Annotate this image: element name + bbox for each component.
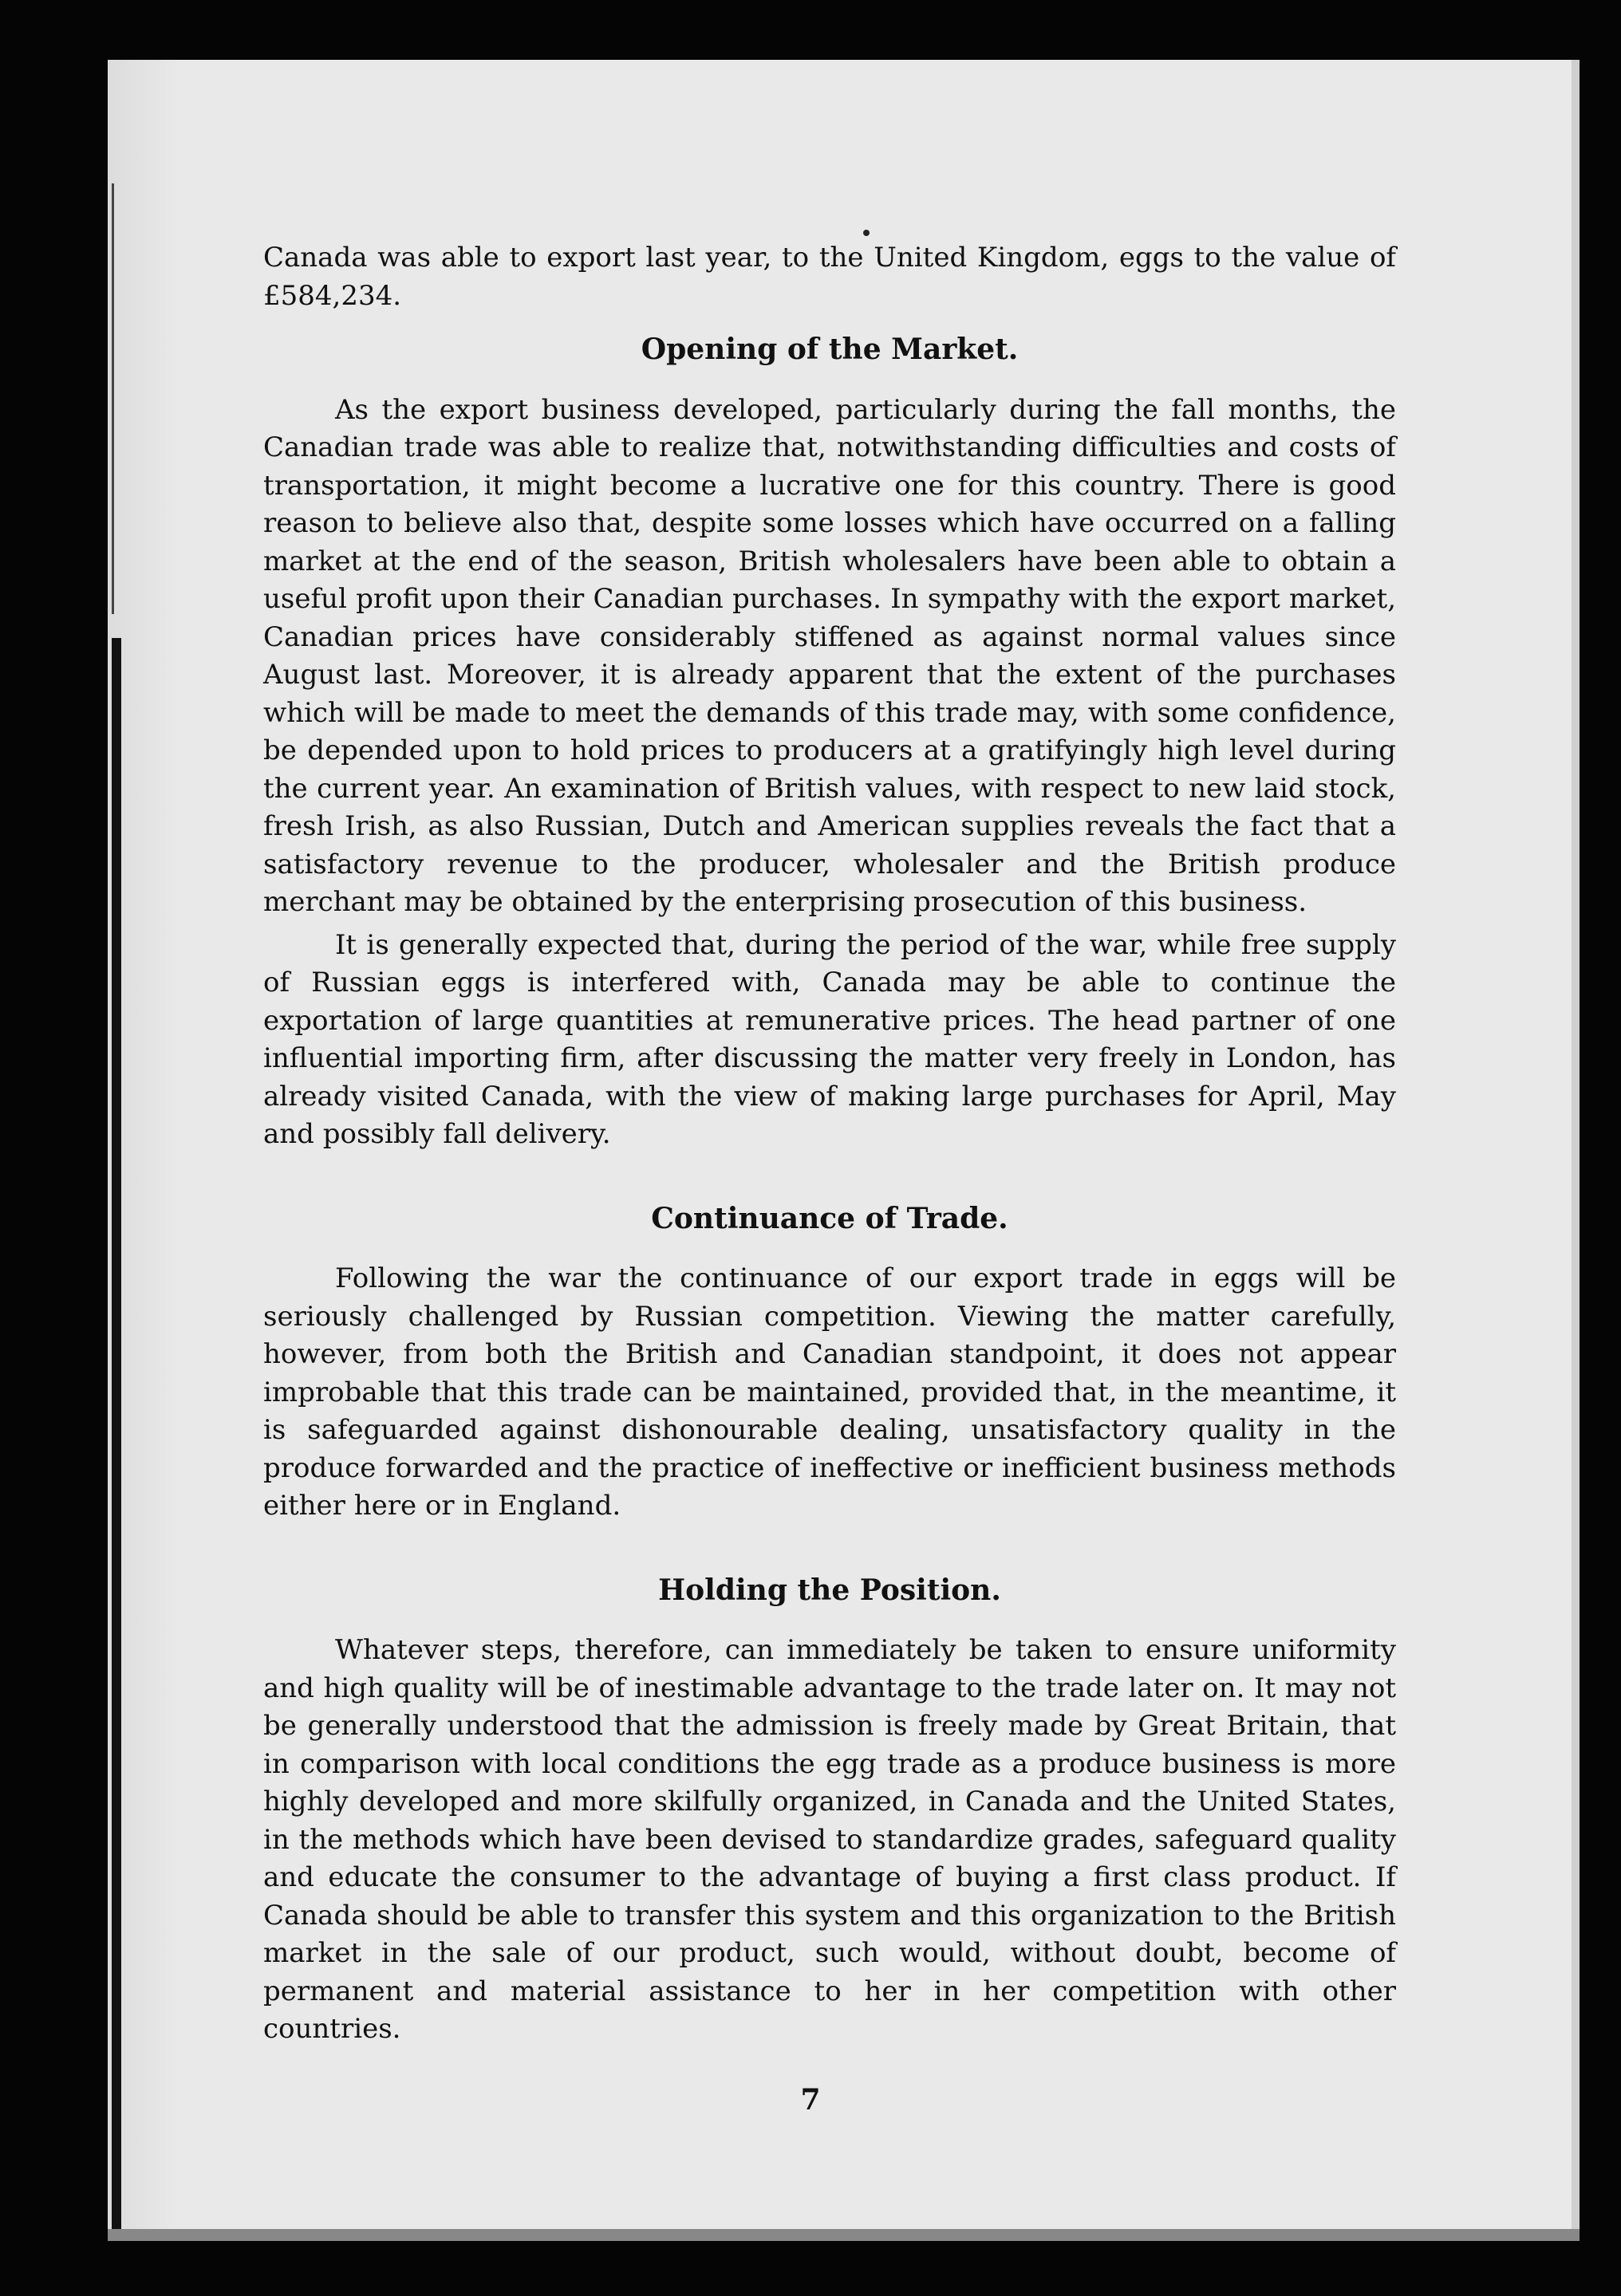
page-bottom-shadow	[108, 2229, 1580, 2241]
binding-edge-line	[112, 183, 114, 614]
intro-paragraph: Canada was able to export last year, to the United Kingdom, eggs to the value of £584,234.	[263, 242, 1396, 312]
page-number: 7	[800, 2083, 821, 2117]
ink-speck	[863, 230, 870, 236]
section-heading-opening-of-the-market: Opening of the Market.	[641, 333, 1019, 366]
body-paragraph: It is generally expected that, during the period of the war, while free supply of Russian eggs is interfered with, Canada may be able to continue the exportation of large quantities at remunerative prices. The head partner of one influential importing firm, after discussing the matter very freely in London, has already visited Canada, with the view of making large purchases for April, May and possibly fall delivery.	[263, 928, 1396, 1150]
body-paragraph: Following the war the continuance of our export trade in eggs will be seriously challenged by Russian competition. Viewing the matter carefully, however, from both the British and Canadian standpoint, it does not appear improbable that this trade can be maintained, provided that, in the meantime, it is safeguarded against dishonourable dealing, unsatisfactory quality in the produce forwarded and the practice of ineffective or inefficient business methods either here or in England.	[263, 1262, 1396, 1522]
section-heading-continuance-of-trade: Continuance of Trade.	[651, 1201, 1008, 1235]
document-body	[263, 239, 1396, 2049]
body-paragraph: As the export business developed, particularly during the fall months, the Canadian trade was able to realize that, notwithstanding difficulties and costs of transportation, it might become a lucrative one for this country. There is good reason to believe also that, despite some losses which have occurred on a falling market at the end of the season, British wholesalers have been able to obtain a useful profit upon their Canadian purchases. In sympathy with the export market, Canadian prices have considerably stiffened as against normal values since August last. Moreover, it is already apparent that the extent of the purchases which will be made to meet the demands of this trade may, with some confidence, be depended upon to hold prices to producers at a gratifyingly high level during the current year. An examination of British values, with respect to new laid stock, fresh Irish, as also Russian, Dutch and American supplies reveals the fact that a satisfactory revenue to the producer, wholesaler and the British produce merchant may be obtained by the enterprising prosecution of this business.	[263, 393, 1396, 918]
binding-edge	[112, 638, 121, 2233]
body-paragraph: Whatever steps, therefore, can immediately be taken to ensure uniformity and high quality will be of inestimable advantage to the trade later on. It may not be generally understood that the admission is freely made by Great Britain, that in comparison with local conditions the egg trade as a produce business is more highly developed and more skilfully organized, in Canada and the United States, in the methods which have been devised to standardize grades, safeguard quality and educate the consumer to the advantage of buying a first class product. If Canada should be able to transfer this system and this organization to the British market in the sale of our product, such would, without doubt, become of permanent and material assistance to her in her competition with other countries.	[263, 1634, 1396, 2045]
section-heading-holding-the-position: Holding the Position.	[658, 1573, 1001, 1607]
